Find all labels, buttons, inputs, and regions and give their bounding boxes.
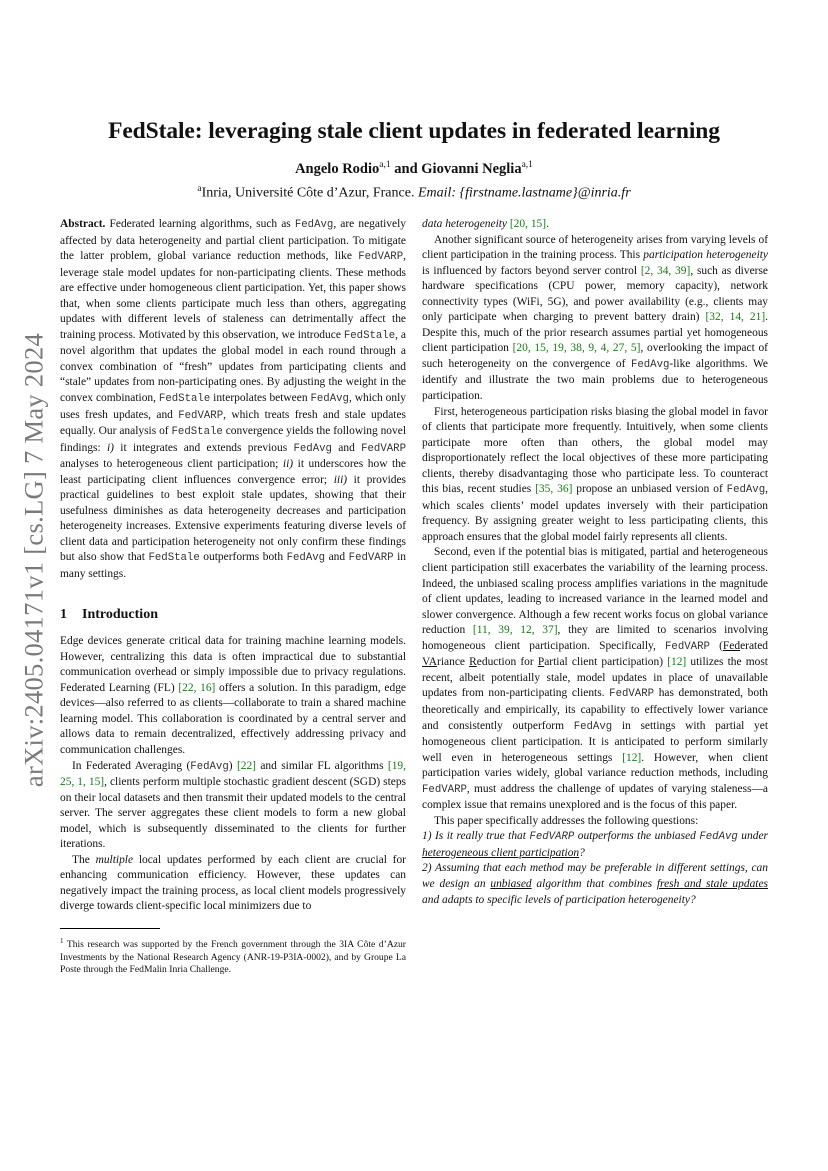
text-run: is influenced by factors beyond server control xyxy=(422,264,641,277)
code-term: FedAvg xyxy=(310,393,349,406)
text-run: . xyxy=(546,218,549,230)
text-run: In Federated Averaging ( xyxy=(72,759,191,772)
footnote-rule xyxy=(60,928,160,929)
text-run: local updates performed by each client are crucial for enhancing communication efficiency. However, these updates can negatively impact the training process, as local client models progressively diverge towards client-specific local minimizers due to xyxy=(60,853,406,913)
citation-link[interactable]: [32, 14, 21] xyxy=(705,311,766,324)
text-run: First, heterogeneous participation risks biasing the global model in favor of clients that participate more frequently. Intuitively, when some clients participate more often than others, the global model may disproportionately reflect the local objectives of these more participating clients, thereby disadvantaging those who participate less. To counteract this bias, recent studies xyxy=(422,405,768,496)
text-run: it integrates and extends previous xyxy=(113,441,294,454)
text-run: in settings with partial yet homogeneous client participation. It is anticipated to perform similarly well even in heterogeneous settings xyxy=(422,719,768,764)
citation-link[interactable]: [12] xyxy=(667,656,687,669)
text-run: , they are limited to scenarios involving homogeneous client participation. Specifically, xyxy=(422,624,768,652)
code-term: FedVARP xyxy=(609,688,655,701)
code-term: FedVARP xyxy=(665,640,710,653)
finding-marker: i) xyxy=(106,441,114,454)
code-term: FedVARP xyxy=(348,552,394,565)
text-run: ? xyxy=(579,846,585,859)
code-term: FedAvg xyxy=(294,219,334,231)
author-conjunction: and xyxy=(390,160,422,177)
text-run: riance xyxy=(437,656,470,669)
underlined-term: heterogeneous client participation xyxy=(422,846,580,859)
citation-link[interactable]: [12] xyxy=(622,751,642,764)
text-run: offers a solution. In this paradigm, edge devices—also referred to as clients—collaborate to train a shared machine learning model. This collaboration is coordinated by a central server and allows data to remain decentralized, effectively addressing privacy and communication challenges. xyxy=(60,681,406,756)
footnote-text: This research was supported by the French government through the 3IA Côte d’Azur Investments by the National Research Agency (ANR-19-P3IA-0002), and by Groupe La Poste through the FedMalin Inria Challenge. xyxy=(60,939,406,975)
code-term: FedStale xyxy=(171,426,223,439)
author-affil-mark: a,1 xyxy=(521,160,533,170)
acronym-letter: P xyxy=(537,656,545,669)
abstract xyxy=(60,217,406,583)
code-term: FedStale xyxy=(148,552,200,565)
text-run: This paper specifically addresses the following questions: xyxy=(434,814,699,827)
text-run: under xyxy=(737,830,768,843)
text-run: artial client participation) xyxy=(544,656,668,669)
finding-marker: iii) xyxy=(333,473,348,486)
citation-link[interactable]: [35, 36] xyxy=(535,483,573,496)
footnote xyxy=(60,935,406,976)
research-questions xyxy=(422,829,768,908)
acronym-letter: Fed xyxy=(722,639,741,652)
text-run: , which scales clients’ model updates inversely with their participation frequency. By assigning greater weight to less participating clients, this approach ensures that the global model fairly represents all clients. xyxy=(422,483,768,543)
footnote-mark: 1 xyxy=(60,937,64,945)
code-term: FedVARP xyxy=(358,251,404,264)
text-run: , overlooking the impact of such heterogeneity on the convergence of xyxy=(422,342,768,370)
abstract-text xyxy=(60,217,406,583)
citation-link[interactable]: [11, 39, 12, 37] xyxy=(472,624,558,637)
intro-paragraph xyxy=(422,545,768,813)
text-run: , a novel algorithm that updates the global model in each round through a convex combination of “fresh” updates from participating clients and “stale” updates from non-participating ones. By adjusting the weight in the convex combination, xyxy=(60,328,406,405)
intro-paragraph xyxy=(422,814,768,830)
code-term: FedAvg xyxy=(293,442,332,455)
text-run: , leverage stale model updates for non-participating clients. These methods are effective under homogeneous client participation. Yet, this paper shows that, when some clients participate much less than others, aggregating updates with different levels of staleness can detrimentally affect the training process. Motivated by this observation, we introduce xyxy=(60,250,406,341)
text-run: eduction for xyxy=(476,656,538,669)
text-run: erated xyxy=(740,639,768,652)
intro-paragraph xyxy=(422,233,768,405)
text-run: Edge devices generate critical data for training machine learning models. However, centralizing this data is often impractical due to substantial communication overhead or simply impossible due to privacy regulations. Federated Learning (FL) xyxy=(60,635,406,694)
code-term: FedVARP xyxy=(178,409,224,422)
text-run: and adapts to specific levels of participation heterogeneity? xyxy=(422,893,696,906)
left-column xyxy=(60,217,406,915)
contact-email: Email: {firstname.lastname}@inria.fr xyxy=(417,185,631,201)
text-run: , which only uses fresh updates, and xyxy=(60,392,406,421)
text-run: ( xyxy=(709,639,723,652)
acronym-letter: VA xyxy=(422,656,438,669)
text-run: it provides practical guidelines to best exploit stale updates, showing that their usefulness diminishes as data heterogeneity decreases and participation heterogeneity increases. Extensive experiments featuring diverse levels of client data and participation heterogeneity not only confirm these findings but also show that xyxy=(60,473,406,564)
citation-link[interactable]: [19, 25, 1, 15] xyxy=(60,759,406,789)
author-affil-mark: a,1 xyxy=(379,160,391,170)
text-run: and xyxy=(325,551,349,564)
text-run: and xyxy=(331,441,362,454)
author-name: Angelo Rodio xyxy=(295,160,380,177)
intro-paragraph xyxy=(60,759,406,853)
intro-paragraph xyxy=(422,405,768,546)
research-question-1 xyxy=(422,829,768,861)
text-run: , such as diverse hardware specifications (CPU power, memory capacity), network connectivity types (WiFi, 5G), and power availability (e.g., clients may only participate when charging to prevent battery drain) xyxy=(422,264,768,324)
text-run: . However, when client participation varies widely, global variance reduction methods, including xyxy=(422,751,769,780)
arxiv-watermark xyxy=(14,332,54,788)
author-name: Giovanni Neglia xyxy=(421,160,522,177)
underlined-term: unbiased xyxy=(490,877,532,890)
citation-link[interactable]: [20, 15, 19, 38, 9, 4, 27, 5] xyxy=(512,342,641,355)
code-term: FedAvg xyxy=(573,720,613,733)
section-number: 1 xyxy=(60,606,67,622)
emphasis: data heterogeneity xyxy=(422,218,508,230)
code-term: FedVARP xyxy=(529,831,575,844)
text-run: and similar FL algorithms xyxy=(256,759,388,772)
affiliation xyxy=(60,184,768,202)
acronym-letter: R xyxy=(469,656,477,669)
text-run: , clients perform multiple stochastic gradient descent (SGD) steps on their local datasets and then transmit their updated models to the central server. The server aggregates these client models to form a new global model, which is subsequently disseminated to the clients for further iterations. xyxy=(60,776,407,851)
code-term: FedAvg xyxy=(286,552,326,565)
research-question-2 xyxy=(422,861,768,908)
text-run: The xyxy=(72,853,96,866)
text-run: Another significant source of heterogeneity arises from varying levels of client participation in the training process. This xyxy=(422,233,768,262)
text-run: outperforms both xyxy=(199,551,287,564)
code-term: FedAvg xyxy=(630,358,670,371)
text-run: convergence yields the following novel findings: xyxy=(60,425,406,454)
text-run: Federated learning algorithms, such as xyxy=(105,218,295,230)
intro-paragraph xyxy=(60,634,406,758)
code-term: FedVARP xyxy=(361,442,407,455)
citation-link[interactable]: [22, 16] xyxy=(178,681,216,694)
text-run: in many settings. xyxy=(60,551,406,581)
code-term: FedStale xyxy=(158,393,211,406)
affiliation-text: Inria, Université Côte d’Azur, France. xyxy=(201,185,418,201)
affiliation-mark: a xyxy=(197,184,202,194)
code-term: FedAvg xyxy=(726,484,766,497)
text-run: propose an unbiased version of xyxy=(572,483,727,496)
code-term: FedStale xyxy=(343,329,396,342)
text-run: . Despite this, much of the prior research assumes partial yet homogeneous client participation xyxy=(422,311,769,355)
emphasis: multiple xyxy=(95,853,134,866)
text-run: , which treats fresh and stale updates equally. Our analysis of xyxy=(60,408,406,438)
code-term: FedAvg xyxy=(190,760,229,773)
paper-title: FedStale: leveraging stale client updates in federated learning xyxy=(108,118,720,144)
author-line xyxy=(60,160,768,178)
text-run: utilizes the most recent, albeit potentially stale, model updates in place of unavailable updates from non-participating clients. xyxy=(422,656,768,700)
text-run: 2) Assuming that each method may be preferable in different settings, can we design an xyxy=(422,862,768,890)
code-term: FedAvg xyxy=(699,831,738,844)
text-run: interpolates between xyxy=(210,392,311,405)
text-run: ) xyxy=(228,759,237,772)
text-run: analyses to heterogeneous client participation; xyxy=(60,458,283,471)
citation-link[interactable]: [20, 15] xyxy=(509,218,547,230)
intro-paragraph xyxy=(60,853,406,915)
section-title: Introduction xyxy=(82,606,158,622)
intro-paragraph-continued xyxy=(422,217,768,233)
citation-link[interactable]: [2, 34, 39] xyxy=(640,264,691,277)
text-run: outperforms the unbiased xyxy=(574,830,700,843)
text-run: has demonstrated, both theoretically and empirically, its capability to effectively lower variance and consistently outperform xyxy=(422,687,768,732)
text-run: 1) Is it really true that xyxy=(422,830,530,843)
section-heading xyxy=(60,607,406,623)
underlined-term: fresh and stale updates xyxy=(656,877,768,890)
citation-link[interactable]: [22] xyxy=(236,759,256,772)
text-run: Second, even if the potential bias is mitigated, partial and heterogeneous client participation still exacerbates the variability of the learning process. Indeed, the unbiased scaling process amplifies variations in the magnitude of client updates, leading to increased variance in the learned model and slower convergence. Although a few recent works focus on global variance reduction xyxy=(422,546,768,637)
text-run: -like algorithms. We identify and illustrate the two main problems due to heterogeneous participation. xyxy=(422,357,768,403)
arxiv-id: arXiv:2405.04171v1 [cs.LG] 7 May 2024 xyxy=(18,332,49,788)
emphasis: participation heterogeneity xyxy=(643,249,768,262)
right-column xyxy=(422,217,768,908)
text-run: , must address the challenge of updates of varying staleness—a complex issue that remains unexplored and is the focus of this paper. xyxy=(422,782,768,812)
text-run: , are negatively affected by data heterogeneity and partial client participation. To mitigate the latter problem, global variance reduction methods, like xyxy=(60,218,406,263)
abstract-label: Abstract. xyxy=(60,218,106,230)
text-run: algorithm that combines xyxy=(531,877,657,890)
text-run: it underscores how the least participating client influences convergence error; xyxy=(60,458,406,486)
finding-marker: ii) xyxy=(282,458,294,471)
code-term: FedVARP xyxy=(422,783,467,796)
